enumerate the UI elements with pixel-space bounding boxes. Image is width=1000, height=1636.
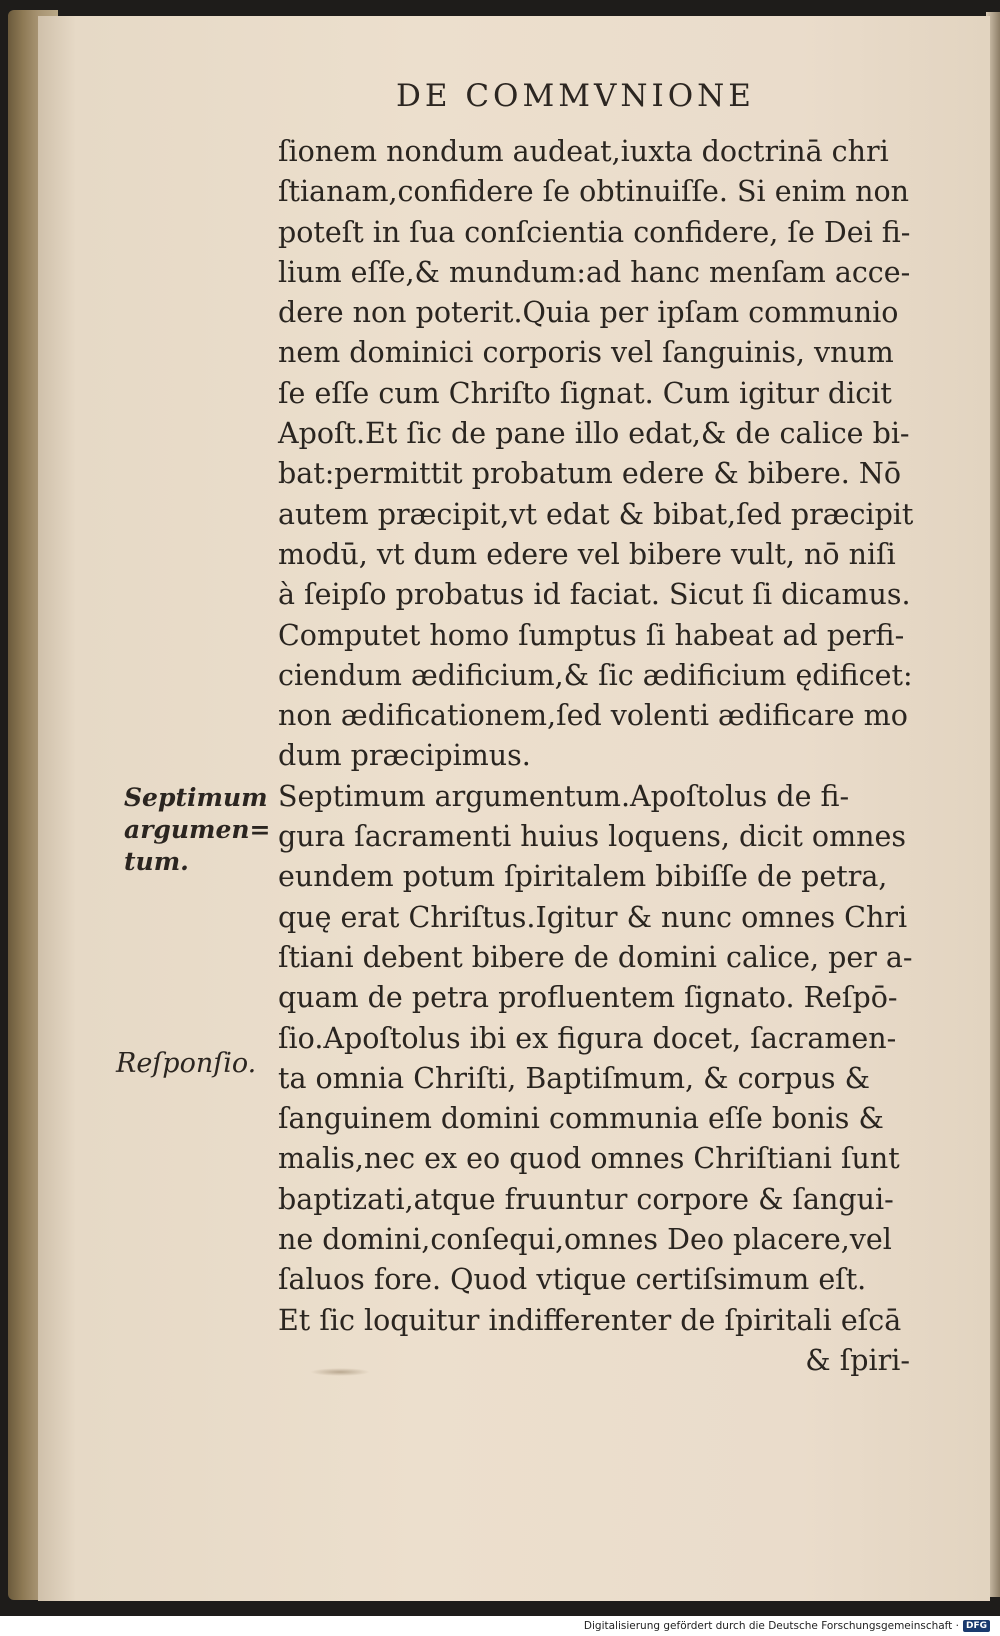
text-line: non ædificationem,ſed volenti ædificare mo <box>278 699 908 733</box>
text-line: ſanguinem domini communia eſſe bonis & <box>278 1102 884 1136</box>
running-header: DE COMMVNIONE <box>396 78 755 114</box>
text-line: eundem potum ſpiritalem bibiſſe de petra, <box>278 860 888 894</box>
text-line: ſionem nondum audeat,iuxta doctrinā chri <box>278 135 889 168</box>
text-line: autem præcipit,vt edat & bibat,ſed præcipit <box>278 497 914 531</box>
text-line: modū, vt dum edere vel bibere vult, nō niſi <box>278 537 896 571</box>
text-line: poteſt in ſua conſcientia confidere, ſe Dei fi- <box>278 215 911 249</box>
text-line: gura ſacramenti huius loquens, dicit omnes <box>278 820 906 854</box>
text-line: ciendum ædificium,& ſic ædificium ędificet: <box>278 658 913 692</box>
text-line: baptizati,atque fruuntur corpore & ſangui- <box>278 1182 894 1216</box>
margin-note-responsio: Reſponſio. <box>116 1048 257 1079</box>
text-line: ne domini,conſequi,omnes Deo placere,vel <box>278 1223 892 1257</box>
margin-note-line: argumen= <box>124 815 271 844</box>
text-line: nem dominici corporis vel ſanguinis, vnum <box>278 336 894 370</box>
body-text <box>278 132 938 1381</box>
text-line: quam de petra profluentem ſignato. Reſpō- <box>278 981 898 1015</box>
text-line: dum præcipimus. <box>278 739 531 773</box>
text-line: ſtiani debent bibere de domini calice, per a- <box>278 940 913 974</box>
margin-note-line: tum. <box>124 847 189 876</box>
digitization-footer <box>584 1620 990 1632</box>
catchword: & ſpiri- <box>805 1343 910 1377</box>
text-line: ſe eſſe cum Chriſto ſignat. Cum igitur dicit <box>278 376 892 410</box>
text-line: à ſeipſo probatus id faciat. Sicut ſi dicamus. <box>278 578 911 612</box>
text-line: Et ſic loquitur indifferenter de ſpiritali eſcā <box>278 1303 902 1337</box>
text-line: ſtianam,confidere ſe obtinuiſſe. Si enim non <box>278 175 910 209</box>
text-line: Septimum argumentum.Apoſtolus de fi- <box>278 779 850 813</box>
text-line: dere non poterit.Quia per ipſam communio <box>278 296 899 330</box>
dfg-logo: DFG <box>963 1620 990 1632</box>
footer-text: Digitalisierung gefördert durch die Deutsche Forschungsgemeinschaft · <box>583 1620 959 1632</box>
text-line: ta omnia Chriſti, Baptiſmum, & corpus & <box>278 1061 870 1095</box>
text-line: lium eſſe,& mundum:ad hanc menſam acce- <box>278 255 911 289</box>
margin-note-line: Septimum <box>124 783 268 812</box>
text-line: ſaluos fore. Quod vtique certiſsimum eſt. <box>278 1263 867 1297</box>
ink-smudge <box>310 1368 370 1376</box>
margin-note-septimum <box>124 782 271 878</box>
text-line: quę erat Chriſtus.Igitur & nunc omnes Chri <box>278 900 908 934</box>
text-line: Apoſt.Et ſic de pane illo edat,& de calice bi- <box>278 417 910 451</box>
text-line: ſio.Apoſtolus ibi ex figura docet, ſacramen- <box>278 1021 897 1055</box>
text-line: malis,nec ex eo quod omnes Chriſtiani ſunt <box>278 1142 900 1176</box>
text-line: bat:permittit probatum edere & bibere. Nō <box>278 457 901 491</box>
text-line: Computet homo ſumptus ſi habeat ad perfi- <box>278 618 905 652</box>
